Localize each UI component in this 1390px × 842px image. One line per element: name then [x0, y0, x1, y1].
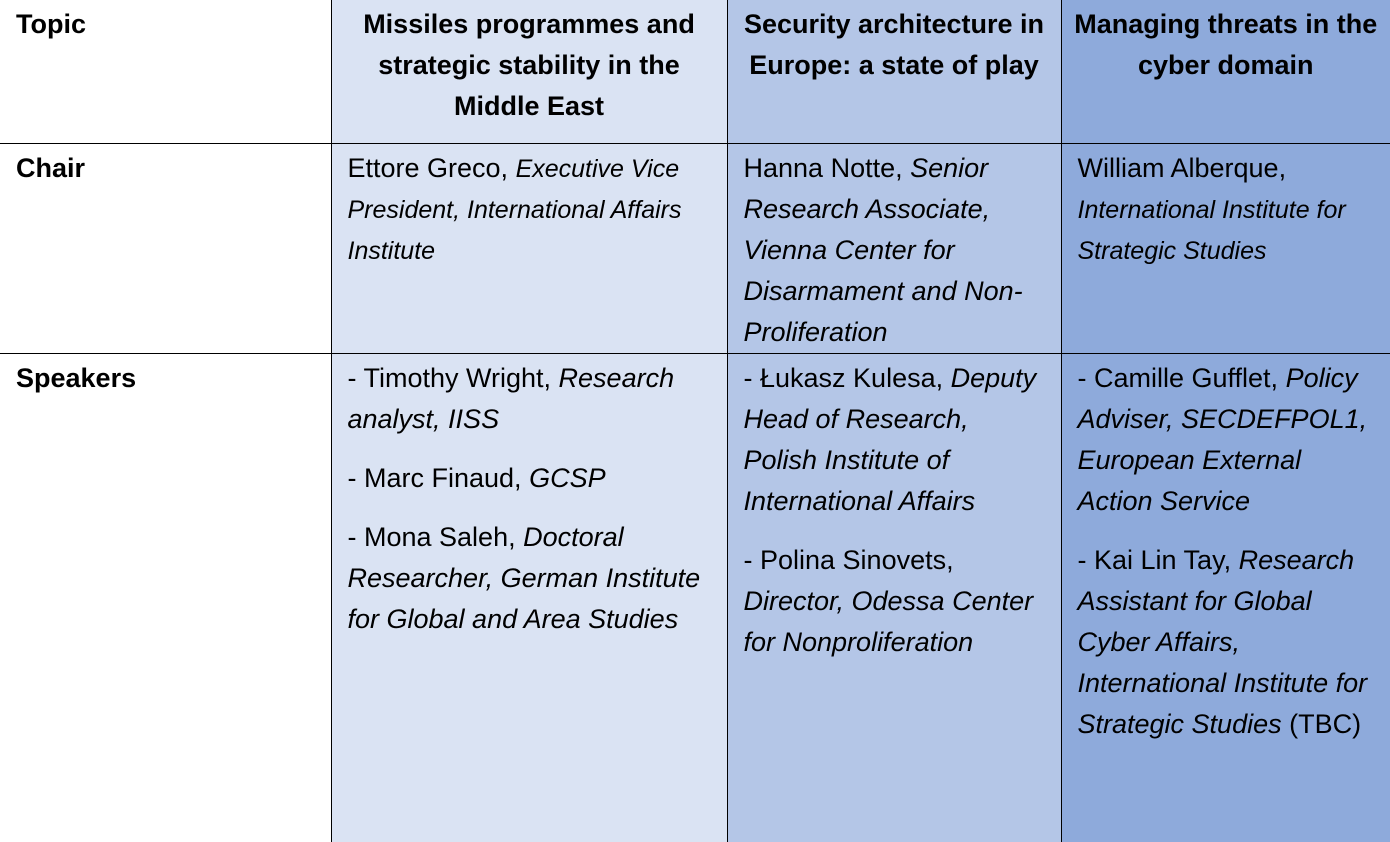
- chair-name: Hanna Notte,: [743, 152, 911, 183]
- speakers-row: [0, 353, 1390, 842]
- speaker-role: GCSP: [529, 462, 606, 493]
- chair-cell-1: [331, 143, 727, 353]
- speaker-suffix: (TBC): [1281, 708, 1362, 739]
- topic-row: [0, 0, 1390, 143]
- chair-row: [0, 143, 1390, 353]
- speaker-role: Research Assistant for Global Cyber Affairs, International Institute for Strategic Studies: [1077, 544, 1368, 739]
- chair-role: Executive Vice President, International Affairs Institute: [347, 154, 682, 265]
- topic-label: Topic: [0, 0, 331, 143]
- speaker-entry: [348, 358, 711, 440]
- speaker-entry: [348, 517, 711, 640]
- topic-missiles: Missiles programmes and strategic stability in the Middle East: [331, 0, 727, 143]
- speakers-cell-2: [727, 353, 1061, 842]
- speaker-entry: [744, 358, 1045, 522]
- speaker-name: - Camille Gufflet,: [1077, 362, 1286, 393]
- speaker-role: Director, Odessa Center for Nonproliferation: [743, 585, 1034, 657]
- speaker-entry: [1078, 358, 1375, 522]
- speakers-cell-3: [1061, 353, 1390, 842]
- speaker-entry: [348, 458, 711, 499]
- speaker-name: - Kai Lin Tay,: [1077, 544, 1239, 575]
- speaker-role: Deputy Head of Research, Polish Institute of International Affairs: [743, 362, 1037, 516]
- chair-name: William Alberque,: [1077, 152, 1287, 183]
- chair-cell-2: [727, 143, 1061, 353]
- speaker-role: Policy Adviser, SECDEFPOL1, European External Action Service: [1077, 362, 1368, 516]
- chair-cell-3: [1061, 143, 1390, 353]
- speaker-name: - Timothy Wright,: [347, 362, 559, 393]
- topic-cyber: Managing threats in the cyber domain: [1061, 0, 1390, 143]
- topic-security-architecture: Security architecture in Europe: a state of play: [727, 0, 1061, 143]
- chair-label: Chair: [0, 143, 331, 353]
- speaker-entry: [744, 540, 1045, 663]
- chair-role: Senior Research Associate, Vienna Center for Disarmament and Non-Proliferation: [743, 152, 1023, 347]
- speakers-label: Speakers: [0, 353, 331, 842]
- speaker-name: - Polina Sinovets,: [743, 544, 954, 575]
- speaker-entry: [1078, 540, 1375, 745]
- speaker-name: - Marc Finaud,: [347, 462, 530, 493]
- speaker-name: - Mona Saleh,: [347, 521, 524, 552]
- chair-role: International Institute for Strategic Studies: [1077, 195, 1346, 265]
- speaker-role: Doctoral Researcher, German Institute for Global and Area Studies: [347, 521, 701, 634]
- chair-name: Ettore Greco,: [347, 152, 516, 183]
- speaker-role: Research analyst, IISS: [347, 362, 675, 434]
- speaker-name: - Łukasz Kulesa,: [743, 362, 951, 393]
- speakers-cell-1: [331, 353, 727, 842]
